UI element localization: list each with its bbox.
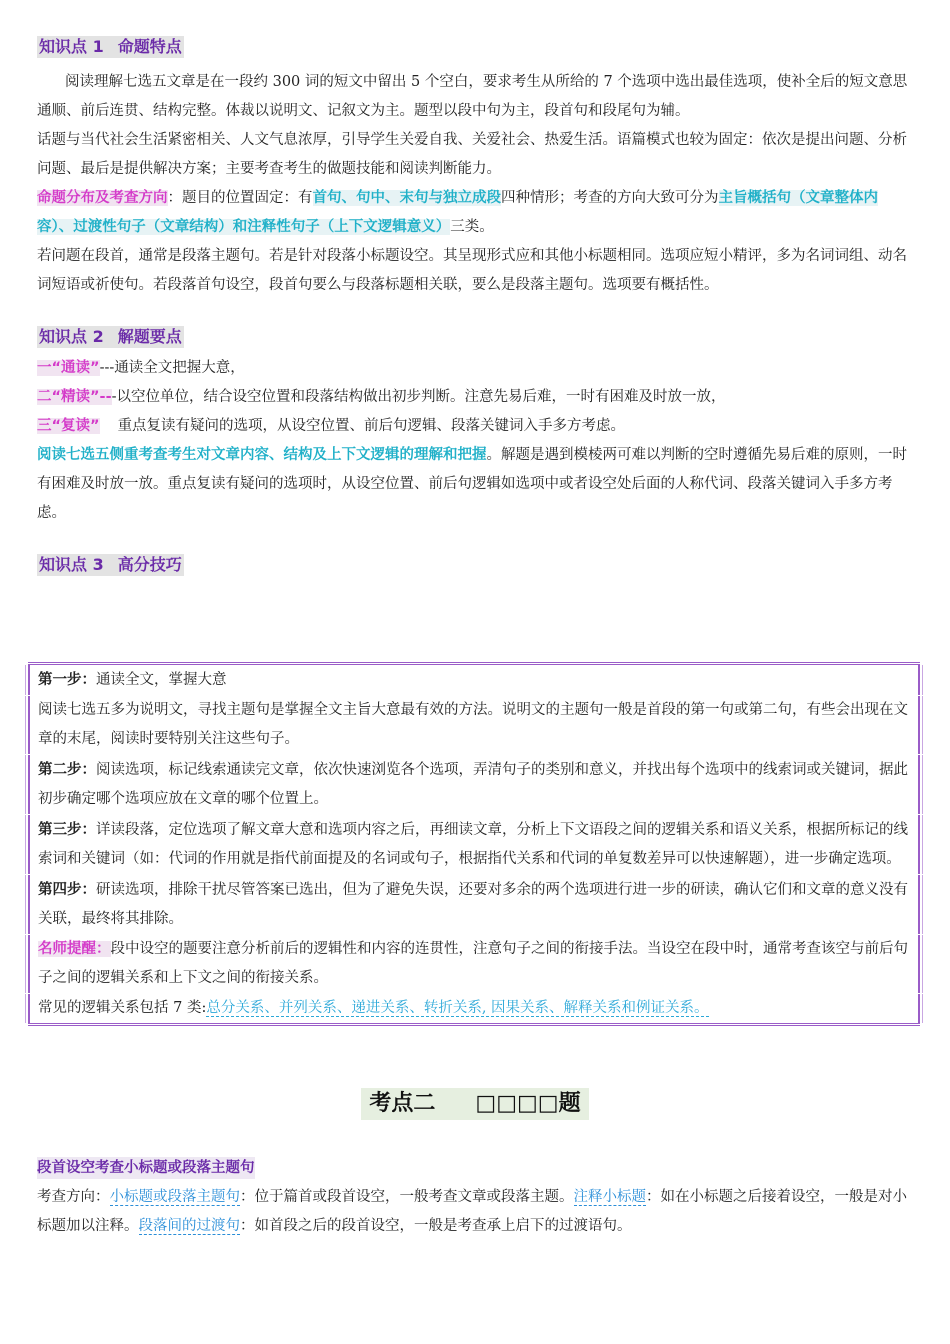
- tip-text: 段中设空的题要注意分析前后的逻辑性和内容的连贯性，注意句子之间的衔接手法。当设空在段中时，通常考查该空与前后句子之间的逻辑关系和上下文之间的衔接关系。: [38, 941, 908, 986]
- kp1-paragraph-2: 话题与当代社会生活紧密相关、人文气息浓厚，引导学生关爱自我、关爱社会、热爱生活。语篇模式也较为固定：依次是提出问题、分析问题、最后是提供解决方案；主要考查考生的做题技能和阅读判断能力。: [37, 132, 907, 177]
- kp3-title-text: 高分技巧: [117, 555, 182, 574]
- tip-row: [28, 935, 920, 993]
- step-4-text: 研读选项，排除干扰尽管答案已选出，但为了避免失误，还要对多余的两个选项进行进一步的研读，确认它们和文章的意义没有关联，最终将其排除。: [38, 882, 908, 927]
- step-3-label: 第三步：: [38, 821, 96, 838]
- kp2-line-1: [37, 354, 913, 383]
- kp3-title-number: 知识点 3: [39, 555, 104, 574]
- kp2-text-2: -以空位单位，结合设空位置和段落结构做出初步判断。注意先易后难，一时有困难及时放一放，: [111, 389, 726, 405]
- step-4-row: [28, 875, 920, 934]
- step-1-text: 通读全文，掌握大意: [96, 672, 227, 688]
- kp1-p3-text-e: 三类。: [450, 219, 494, 235]
- kp1-label-direction: 命题分布及考查方向: [37, 190, 168, 206]
- sub-key-1: 小标题或段落主题句: [109, 1189, 240, 1205]
- kp2-label-3: 三“复读”: [37, 418, 100, 434]
- kp2-text-3: 重点复读有疑问的选项，从设空位置、前后句逻辑、段落关键词入手多方考虑。: [117, 418, 626, 434]
- step-4-label: 第四步：: [38, 881, 96, 898]
- step-2-row: [28, 755, 920, 814]
- sub-text-2: ：如在小标题之后接着设空，一般是对小标题加以注释。: [37, 1189, 907, 1234]
- kp1-paragraph-4: 若问题在段首，通常是段落主题句。若是针对段落小标题设空。其呈现形式应和其他小标题相同。选项应短小精评，多为名词词组、动名词短语或祈使句。若段落首句设空，段首句要么与段落标题相关联，要么是段落主题句。选项要有概括性。: [37, 248, 907, 293]
- section-2-title: [0, 1088, 950, 1120]
- sub-text-3: ：如首段之后的段首设空，一般是考查承上启下的过渡语句。: [240, 1218, 632, 1234]
- kp1-paragraph-1: 阅读理解七选五文章是在一段约 300 词的短文中留出 5 个空白，要求考生从所给的 7 个选项中选出最佳选项，使补全后的短文意思通顺、前后连贯、结构完整。体裁以说明文、记叙文为主。题型以段中句为主，段首句和段尾句为辅。: [37, 74, 908, 119]
- kp2-line-2: [37, 383, 913, 412]
- step-1-label: 第一步：: [38, 671, 96, 688]
- section-2-title-box: [361, 1088, 588, 1120]
- section-2-title-b: □□□□题: [471, 1088, 584, 1120]
- step-2-label: 第二步：: [38, 761, 96, 778]
- logic-text: 常见的逻辑关系包括 7 类:: [38, 1000, 207, 1016]
- kp1-title-number: 知识点 1: [39, 37, 104, 56]
- kp1-title-text: 命题特点: [117, 37, 182, 56]
- kp2-title: [37, 326, 184, 348]
- step-3-row: [28, 815, 920, 874]
- logic-list: 总分关系、并列关系、递进关系、转折关系, 因果关系、解释关系和例证关系。: [206, 1000, 709, 1016]
- kp1-paragraph-3: [37, 184, 913, 242]
- tips-box: [28, 662, 920, 1026]
- kp3-title: [37, 554, 184, 576]
- logic-row: [28, 994, 920, 1023]
- kp2-line-4: [37, 441, 913, 528]
- kp2-label-2: 二“精读”--: [37, 389, 112, 405]
- kp1-p3-highlight-positions: 首句、句中、末句与独立成段: [312, 190, 501, 206]
- kp1-p3-highlight-types: 主旨概括句（文章整体内容）、过渡性句子（文章结构）和注释性句子（上下文逻辑意义）: [37, 190, 878, 235]
- sub-text-1: ：位于篇首或段首设空，一般考查文章或段落主题。: [240, 1189, 574, 1205]
- step-2-text: 阅读选项，标记线索通读完文章，依次快速浏览各个选项，弄清句子的类别和意义，并找出每个选项中的线索词或关键词，据此初步确定哪个选项应放在文章的哪个位置上。: [38, 762, 908, 807]
- kp1-title: [37, 36, 184, 58]
- sub-paragraph: [37, 1183, 917, 1241]
- step-1-row: [28, 665, 920, 695]
- kp1-p3-text-a: ：题目的位置固定：有: [167, 190, 313, 206]
- kp2-text-1: ---通读全文把握大意，: [99, 360, 245, 376]
- section-2-title-a: 考点二: [365, 1088, 439, 1120]
- kp2-text-4: 。解题是遇到模棱两可难以判断的空时遵循先易后难的原则，一时有困难及时放一放。重点复读有疑问的选项时，从设空位置、前后句逻辑如选项中或者设空处后面的人称代词、段落关键词入手多方考虑。: [37, 447, 907, 521]
- sub-key-3: 段落间的过渡句: [138, 1218, 240, 1234]
- kp2-title-text: 解题要点: [117, 327, 182, 346]
- sub-lead: 考查方向：: [37, 1189, 110, 1205]
- kp2-label-1: 一“通读”: [37, 360, 100, 376]
- sub-title: 段首设空考查小标题或段落主题句: [37, 1157, 255, 1179]
- kp1-p3-text-c: 四种情形；考查的方向大致可分为: [501, 190, 719, 206]
- kp2-title-number: 知识点 2: [39, 327, 104, 346]
- content: [37, 36, 913, 576]
- kp2-line-3: [37, 412, 913, 441]
- sub-key-2: 注释小标题: [573, 1189, 646, 1205]
- tip-label: 名师提醒：: [38, 941, 111, 957]
- step-1-detail-row: 阅读七选五多为说明文，寻找主题句是掌握全文主旨大意最有效的方法。说明文的主题句一般是首段的第一句或第二句，有些会出现在文章的末尾，阅读时要特别关注这些句子。: [28, 696, 920, 754]
- kp2-label-4: 阅读七选五侧重考查考生对文章内容、结构及上下文逻辑的理解和把握: [37, 447, 487, 463]
- step-3-text: 详读段落，定位选项了解文章大意和选项内容之后，再细读文章，分析上下文语段之间的逻辑关系和语义关系，根据所标记的线索词和关键词（如：代词的作用就是指代前面提及的名词或句子，根据指代关系和代词的单复数差异可以快速解题），进一步确定选项。: [38, 822, 908, 867]
